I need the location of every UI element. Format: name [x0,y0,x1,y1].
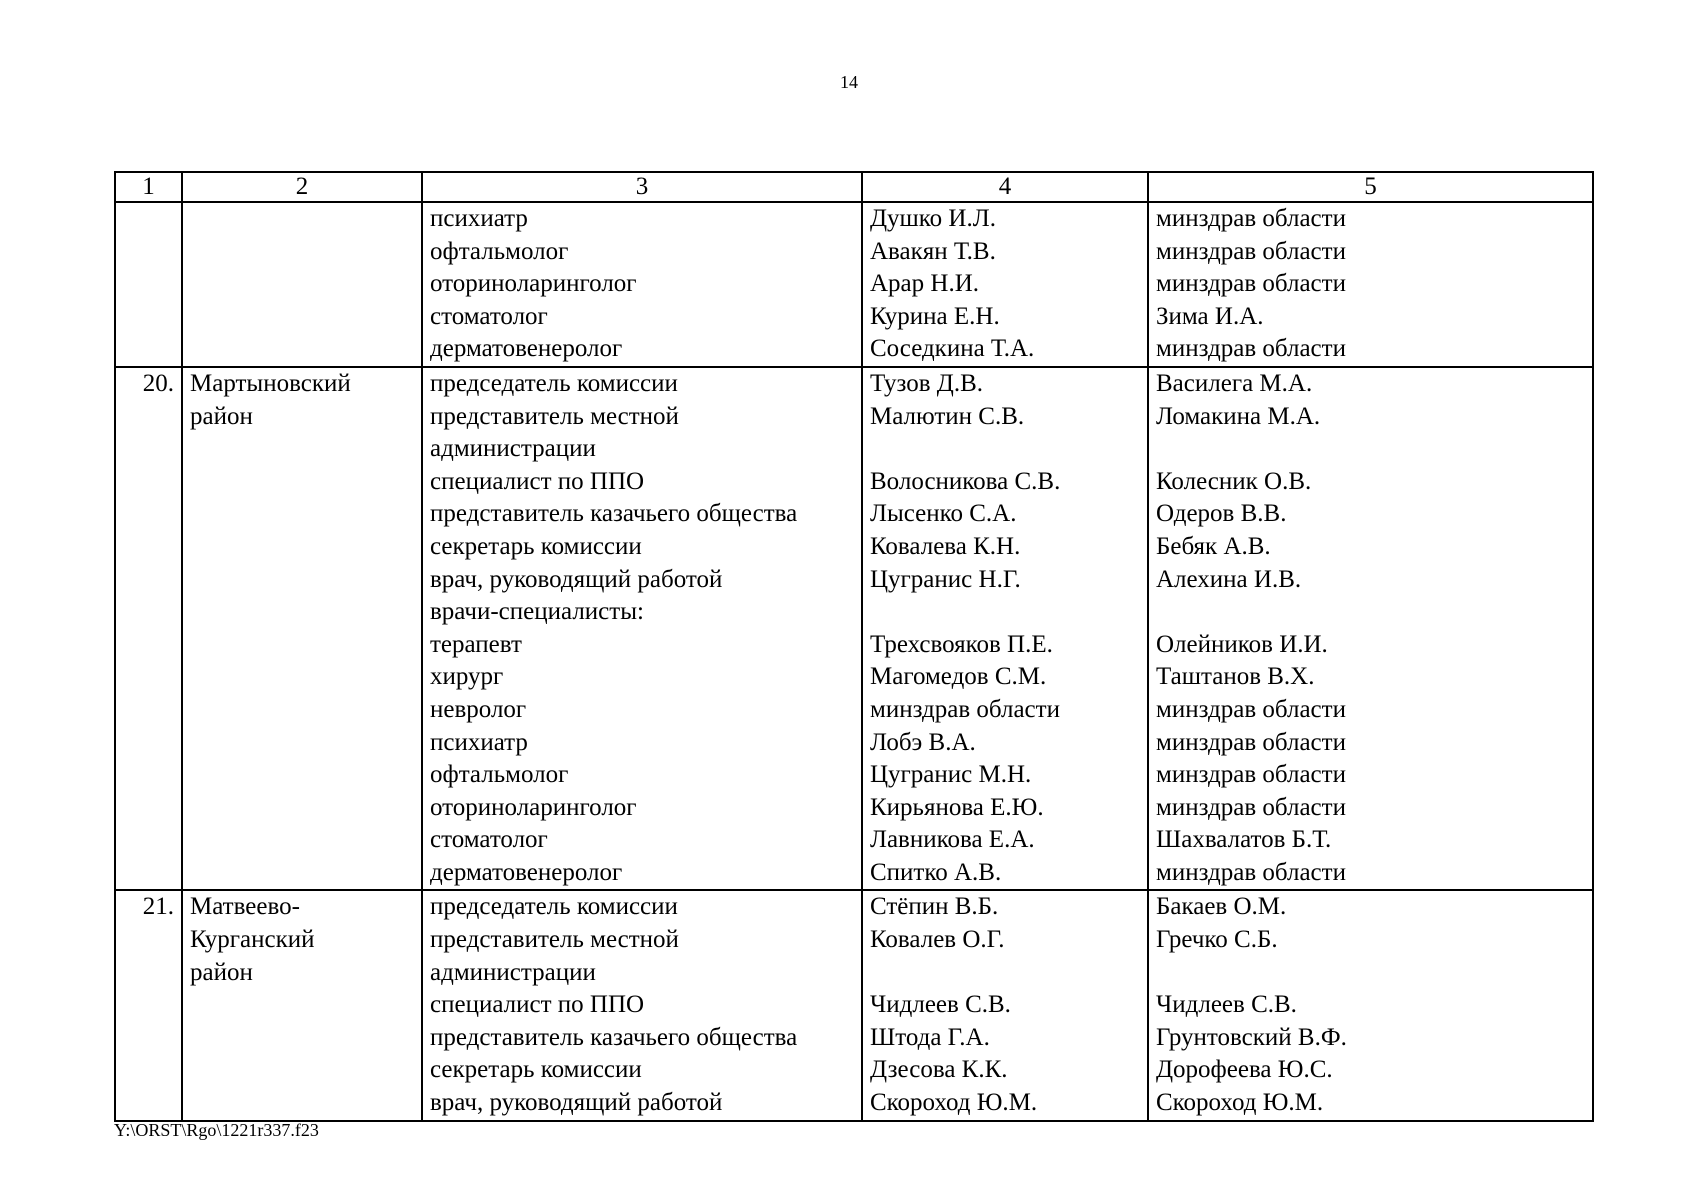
cell-line: специалист по ППО [430,467,645,495]
row-number-cell [115,890,182,1120]
cell-line: Штода Г.А. [870,1023,990,1051]
cell-line [1156,596,1585,629]
cell-line: район [190,958,253,986]
cell-line: Кирьянова Е.Ю. [870,793,1044,821]
reserves-cell [1148,367,1593,891]
cell-line: Чидлеев С.В. [870,991,1011,1019]
cell-line: врачи-специалисты: [430,598,644,626]
cell-line: минздрав области [1156,761,1346,789]
header-col-3: 3 [422,172,862,202]
cell-line: Спитко А.В. [870,858,1002,886]
cell-line: минздрав области [1156,205,1346,232]
cell-line [1156,433,1585,466]
cell-line: врач, руководящий работой [430,565,723,593]
cell-line: психиатр [430,728,528,756]
members-cell [862,202,1148,367]
cell-line: Душко И.Л. [870,205,996,232]
cell-line: хирург [430,663,504,691]
cell-line: Цугранис М.Н. [870,761,1032,789]
reserves-cell [1148,202,1593,367]
cell-line: психиатр [430,205,528,232]
cell-line: специалист по ППО [430,991,645,1019]
row-number-cell [115,367,182,891]
cell-line: председатель комиссии [430,893,678,921]
cell-line: председатель комиссии [430,369,678,397]
cell-line: стоматолог [430,302,548,330]
cell-line: Шахвалатов Б.Т. [1156,826,1332,854]
cell-line: представитель казачьего общества [430,1023,798,1051]
cell-line: Таштанов В.Х. [1156,663,1315,691]
table-row [115,890,1593,1120]
cell-line: офтальмолог [430,237,569,265]
cell-line: оториноларинголог [430,793,637,821]
cell-line: Чидлеев С.В. [1156,991,1297,1019]
cell-line: Мартыновский [190,369,351,397]
cell-line: представитель казачьего общества [430,500,798,528]
cell-line: Бакаев О.М. [1156,893,1287,921]
page-number: 14 [840,72,858,92]
header-col-4: 4 [862,172,1148,202]
cell-line: офтальмолог [430,761,569,789]
cell-line: Скороход Ю.М. [870,1089,1038,1117]
cell-line: дерматовенеролог [430,335,623,363]
header-col-1: 1 [115,172,182,202]
cell-line: Ковалева К.Н. [870,532,1021,560]
roles-cell [422,202,862,367]
cell-line: 21. [142,893,174,921]
cell-line: Тузов Д.В. [870,369,984,397]
cell-line: Матвеево- [190,893,300,921]
cell-line [870,596,1140,629]
cell-line: невролог [430,695,527,723]
district-cell [182,367,422,891]
cell-line: Ковалев О.Г. [870,926,1005,954]
cell-line: Стёпин В.Б. [870,893,999,921]
cell-line: Гречко С.Б. [1156,926,1278,954]
cell-line: стоматолог [430,826,548,854]
cell-line: Трехсвояков П.Е. [870,630,1053,658]
cell-line: район [190,402,253,430]
cell-line: Скороход Ю.М. [1156,1089,1324,1117]
header-col-5: 5 [1148,172,1593,202]
reserves-cell [1148,890,1593,1120]
cell-line: Алехина И.В. [1156,565,1302,593]
cell-line: оториноларинголог [430,270,637,298]
header-row [115,172,1593,202]
cell-line: Волосникова С.В. [870,467,1061,495]
cell-line [123,203,174,236]
cell-line: Малютин С.В. [870,402,1025,430]
cell-line [870,957,1140,990]
cell-line: минздрав области [1156,270,1346,298]
row-number-cell [115,202,182,367]
cell-line: администрации [430,958,596,986]
district-cell [182,202,422,367]
cell-line: администрации [430,435,596,463]
cell-line: минздрав области [1156,695,1346,723]
cell-line: Бебяк А.В. [1156,532,1271,560]
cell-line: Курина Е.Н. [870,302,1000,330]
table-body [115,202,1593,1121]
cell-line: Грунтовский В.Ф. [1156,1023,1347,1051]
cell-line: врач, руководящий работой [430,1089,723,1117]
cell-line [870,433,1140,466]
cell-line: Курганский [190,926,315,954]
cell-line: Арар Н.И. [870,270,980,298]
file-path-footer: Y:\ORST\Rgo\1221r337.f23 [114,1120,319,1140]
cell-line: Магомедов С.М. [870,663,1047,691]
district-cell [182,890,422,1120]
cell-line: Колесник О.В. [1156,467,1312,495]
cell-line: дерматовенеролог [430,858,623,886]
cell-line: минздрав области [1156,335,1346,363]
cell-line: Зима И.А. [1156,302,1264,330]
members-cell [862,367,1148,891]
cell-line: секретарь комиссии [430,1056,642,1084]
cell-line: Авакян Т.В. [870,237,996,265]
cell-line: представитель местной [430,926,679,954]
table-row [115,367,1593,891]
cell-line: Дзесова К.К. [870,1056,1008,1084]
cell-line: Василега М.А. [1156,369,1313,397]
cell-line: представитель местной [430,402,679,430]
cell-line: Соседкина Т.А. [870,335,1035,363]
cell-line: Лавникова Е.А. [870,826,1035,854]
cell-line: Цугранис Н.Г. [870,565,1021,593]
table-row [115,202,1593,367]
commission-table [114,171,1594,1122]
cell-line: Олейников И.И. [1156,630,1328,658]
cell-line: Одеров В.В. [1156,500,1287,528]
cell-line: минздрав области [1156,858,1346,886]
cell-line: минздрав области [1156,728,1346,756]
roles-cell [422,367,862,891]
cell-line: Ломакина М.А. [1156,402,1321,430]
cell-line: секретарь комиссии [430,532,642,560]
cell-line: минздрав области [1156,793,1346,821]
cell-line: 20. [142,369,174,397]
header-col-2: 2 [182,172,422,202]
cell-line: Лобэ В.А. [870,728,976,756]
cell-line: Дорофеева Ю.С. [1156,1056,1333,1084]
cell-line: Лысенко С.А. [870,500,1017,528]
cell-line: минздрав области [1156,237,1346,265]
cell-line [1156,957,1585,990]
members-cell [862,890,1148,1120]
cell-line: терапевт [430,630,522,658]
roles-cell [422,890,862,1120]
cell-line: минздрав области [870,695,1060,723]
